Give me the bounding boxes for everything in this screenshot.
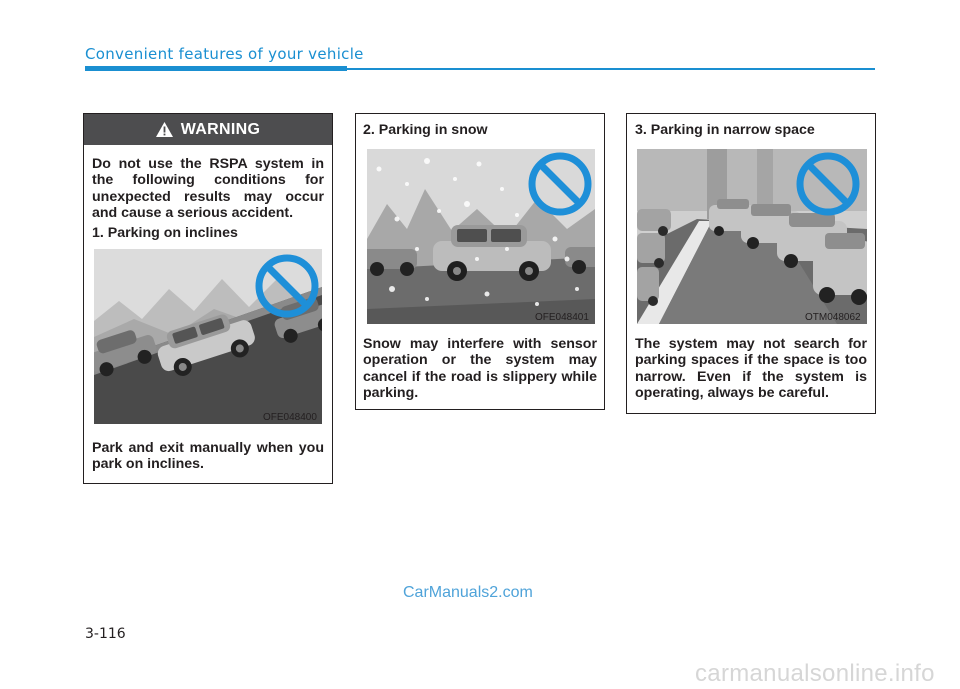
warning-header — [84, 114, 332, 145]
section-title-bar — [85, 66, 347, 71]
header-rule — [347, 68, 875, 70]
image-code: OFE048401 — [535, 312, 589, 323]
prohibition-icon — [527, 151, 593, 217]
image-code: OFE048400 — [263, 412, 317, 423]
item1-text: Park and exit manually when you park on inclines. — [92, 440, 324, 473]
prohibition-icon — [795, 151, 861, 217]
warning-box — [83, 113, 333, 484]
narrow-text: The system may not search for parking spaces if the space is too narrow. Even if the system is operating, always be careful. — [635, 336, 867, 402]
narrow-title: 3. Parking in narrow space — [635, 122, 815, 138]
page-number: 3-116 — [85, 626, 126, 642]
narrow-illustration — [637, 149, 867, 324]
snow-illustration — [367, 149, 595, 324]
incline-illustration — [94, 249, 322, 424]
item1-title: 1. Parking on inclines — [92, 225, 238, 241]
warning-heading: WARNING — [180, 120, 261, 138]
snow-box — [355, 113, 605, 410]
warning-triangle-icon — [156, 122, 173, 137]
narrow-box — [626, 113, 876, 414]
prohibition-icon — [254, 253, 320, 319]
image-code: OTM048062 — [805, 312, 861, 323]
section-title: Convenient features of your vehicle — [85, 45, 364, 63]
watermark-link[interactable]: CarManuals2.com — [403, 584, 533, 601]
warning-intro: Do not use the RSPA system in the following conditions for unexpected results may occur and cause a serious accident. — [92, 156, 324, 222]
snow-text: Snow may interfere with sensor operation or the system may cancel if the road is slippery while parking. — [363, 336, 597, 402]
watermark-footer: carmanualsonline.info — [695, 660, 935, 687]
snow-title: 2. Parking in snow — [363, 122, 488, 138]
